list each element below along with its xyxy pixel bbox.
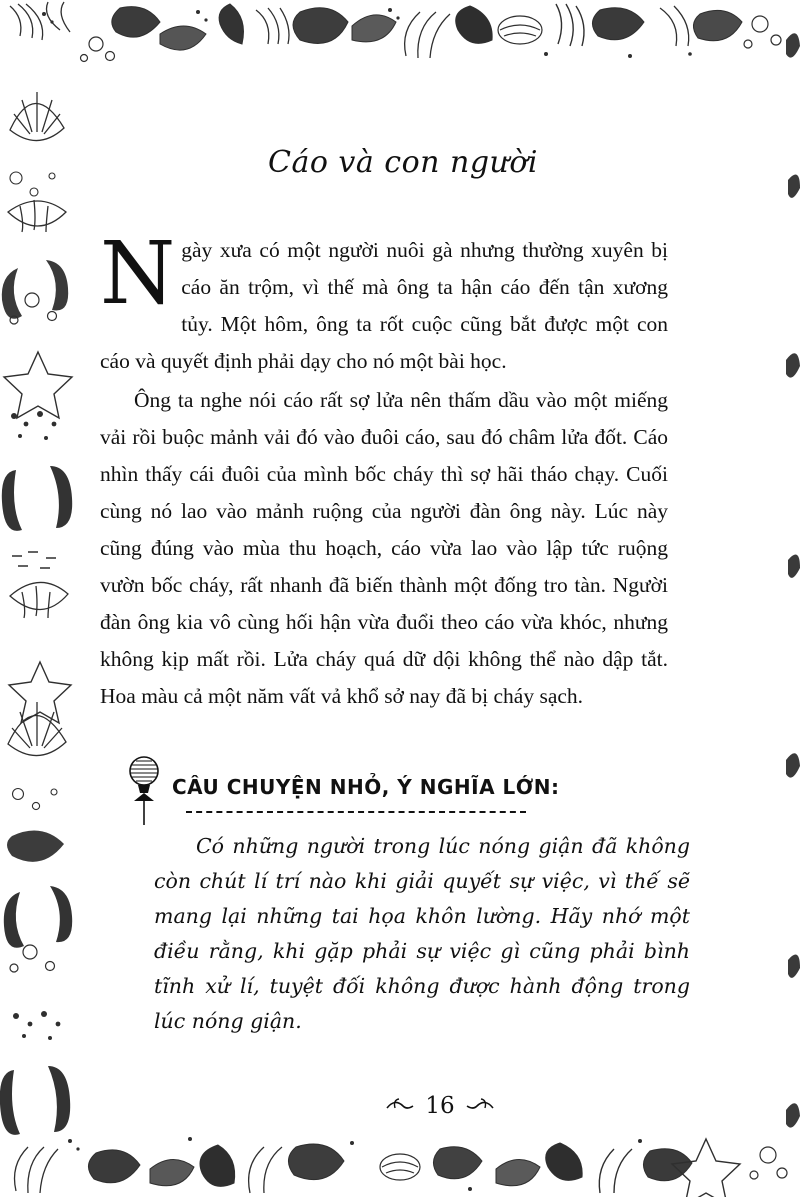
moral-note-text: Có những người trong lúc nóng giận đã không còn chút lí trí nào khi giải quyết sự việc, vì thế sẽ mang lại những tai họa khôn lường. Hãy nhớ một điều rằng, khi gặp phải sự việc gì cũng phải bình tĩnh xử lí, tuyệt đối không được hành động trong lúc nóng giận. — [154, 834, 690, 1033]
sea-life-pattern-right — [786, 0, 800, 1197]
flourish-left-icon — [385, 1096, 415, 1117]
flourish-right-icon — [465, 1096, 495, 1117]
moral-note-block — [100, 761, 690, 1039]
moral-note-header — [100, 761, 680, 817]
paragraph-2: Ông ta nghe nói cáo rất sợ lửa nên thấm dầu vào một miếng vải rồi buộc mảnh vải đó vào đuôi cáo, sau đó châm lửa đốt. Cáo nhìn thấy cái đuôi của mình bốc cháy thì sợ hãi tháo chạy. Cuối cùng nó lao vào mảnh ruộng của người đàn ông này. Lúc này cũng đúng vào mùa thu hoạch, cáo vừa lao vào lập tức ruộng vườn bốc cháy, rất nhanh đã biến thành một đống tro tàn. Người đàn ông kia vô cùng hối hận vừa đuổi theo cáo vừa khóc, nhưng không kịp mất rồi. Lửa cháy quá dữ dội không thể nào dập tắt. Hoa màu cả một năm vất vả khổ sở nay đã bị cháy sạch. — [100, 388, 668, 708]
drop-cap: N — [100, 224, 176, 324]
page-title: Cáo và con người — [267, 145, 539, 180]
moral-note-heading: CÂU CHUYỆN NHỎ, Ý NGHĨA LỚN: — [172, 775, 560, 799]
page-number: 16 — [425, 1093, 455, 1119]
story-body — [100, 224, 690, 1039]
page-content — [100, 0, 780, 1197]
paragraph-1 — [100, 224, 668, 380]
page-footer — [100, 1093, 800, 1119]
pushpin-icon — [118, 755, 172, 825]
sea-life-pattern-left — [0, 0, 78, 1197]
paragraph-1-text: gày xưa có một người nuôi gà nhưng thường xuyên bị cáo ăn trộm, vì thế mà ông ta hận cáo đến tận xương tủy. Một hôm, ông ta rốt cuộc cũng bắt được một con cáo và quyết định phải dạy cho nó một bài học. — [100, 238, 668, 373]
